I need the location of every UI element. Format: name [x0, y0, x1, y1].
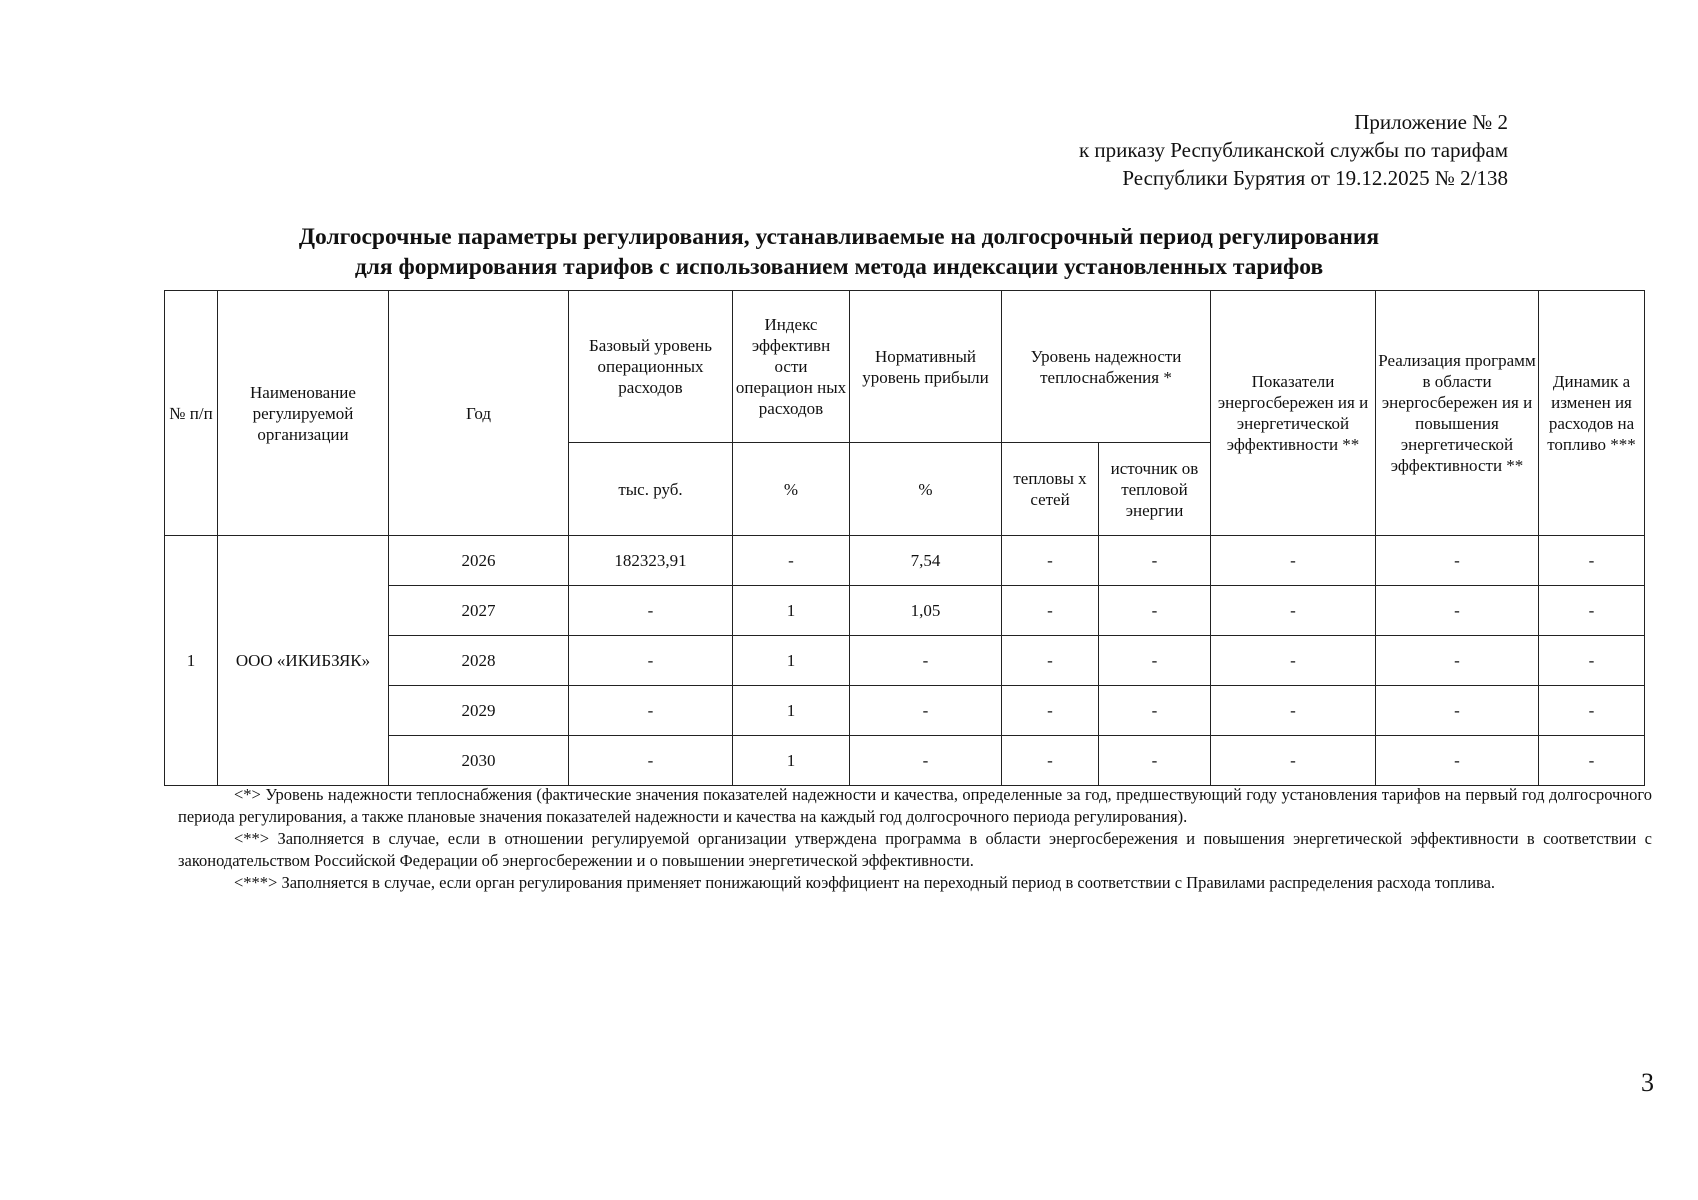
header-num: № п/п: [165, 291, 218, 536]
document-title: [260, 222, 1418, 282]
cell-networks: -: [1002, 586, 1099, 636]
cell-networks: -: [1002, 536, 1099, 586]
header-organization: Наименование регулируемой организации: [218, 291, 389, 536]
cell-year: 2026: [389, 536, 569, 586]
cell-profit: -: [850, 736, 1002, 786]
cell-fuel: -: [1539, 636, 1645, 686]
appendix-number: Приложение № 2: [1354, 110, 1508, 134]
cell-base: -: [569, 686, 733, 736]
cell-energy: -: [1211, 536, 1376, 586]
cell-base: -: [569, 636, 733, 686]
appendix-order-ref: к приказу Республиканской службы по тарифам: [1078, 138, 1508, 162]
header-base-level: Базовый уровень операционных расходов: [569, 291, 733, 443]
cell-sources: -: [1099, 536, 1211, 586]
cell-base: 182323,91: [569, 536, 733, 586]
unit-index: %: [733, 443, 850, 536]
footnote-fuel: <***> Заполняется в случае, если орган регулирования применяет понижающий коэффициент на переходный период в соответствии с Правилами распределения расхода топлива.: [234, 873, 1496, 892]
cell-programs: -: [1376, 686, 1539, 736]
cell-fuel: -: [1539, 686, 1645, 736]
footnote-energy-program: <**> Заполняется в случае, если в отношении регулируемой организации утверждена программа в области энергосбережения и повышения энергетической эффективности в соответствии с законодательством Российской Федерации об энергосбережении и о повышении энергетической эффективности.: [178, 829, 1652, 870]
cell-index: -: [733, 536, 850, 586]
subheader-heat-networks: тепловы х сетей: [1002, 443, 1099, 536]
cell-sources: -: [1099, 686, 1211, 736]
organization-name: ООО «ИКИБЗЯК»: [218, 536, 389, 786]
footnotes: [178, 784, 1652, 894]
cell-sources: -: [1099, 586, 1211, 636]
header-programs: Реализация программ в области энергосбережен ия и повышения энергетической эффективности **: [1376, 291, 1539, 536]
cell-fuel: -: [1539, 536, 1645, 586]
cell-networks: -: [1002, 736, 1099, 786]
header-fuel-dynamics: Динамик а изменен ия расходов на топливо ***: [1539, 291, 1645, 536]
header-year: Год: [389, 291, 569, 536]
cell-fuel: -: [1539, 736, 1645, 786]
title-line-1: Долгосрочные параметры регулирования, устанавливаемые на долгосрочный период регулирования: [298, 224, 1380, 250]
cell-index: 1: [733, 736, 850, 786]
header-row: [165, 291, 1645, 443]
header-efficiency-index: Индекс эффективн ости операцион ных расходов: [733, 291, 850, 443]
cell-energy: -: [1211, 686, 1376, 736]
cell-base: -: [569, 736, 733, 786]
cell-sources: -: [1099, 736, 1211, 786]
cell-year: 2029: [389, 686, 569, 736]
cell-energy: -: [1211, 586, 1376, 636]
cell-energy: -: [1211, 736, 1376, 786]
appendix-order-date: Республики Бурятия от 19.12.2025 № 2/138: [1122, 166, 1508, 190]
row-number: 1: [165, 536, 218, 786]
cell-profit: -: [850, 686, 1002, 736]
table-row: [165, 536, 1645, 586]
cell-profit: -: [850, 636, 1002, 686]
cell-programs: -: [1376, 736, 1539, 786]
cell-index: 1: [733, 586, 850, 636]
unit-profit: %: [850, 443, 1002, 536]
subheader-heat-sources: источник ов тепловой энергии: [1099, 443, 1211, 536]
header-energy-saving: Показатели энергосбережен ия и энергетической эффективности **: [1211, 291, 1376, 536]
cell-programs: -: [1376, 536, 1539, 586]
cell-year: 2027: [389, 586, 569, 636]
header-profit-level: Нормативный уровень прибыли: [850, 291, 1002, 443]
cell-year: 2030: [389, 736, 569, 786]
cell-year: 2028: [389, 636, 569, 686]
cell-fuel: -: [1539, 586, 1645, 636]
cell-base: -: [569, 586, 733, 636]
regulation-parameters-table: [164, 290, 1645, 786]
cell-programs: -: [1376, 636, 1539, 686]
title-line-2: для формирования тарифов с использованием метода индексации установленных тарифов: [354, 254, 1324, 280]
cell-profit: 7,54: [850, 536, 1002, 586]
header-reliability: Уровень надежности теплоснабжения *: [1002, 291, 1211, 443]
cell-profit: 1,05: [850, 586, 1002, 636]
cell-index: 1: [733, 636, 850, 686]
cell-networks: -: [1002, 686, 1099, 736]
appendix-header: [1079, 108, 1508, 192]
unit-base: тыс. руб.: [569, 443, 733, 536]
cell-energy: -: [1211, 636, 1376, 686]
page-number: 3: [1641, 1068, 1654, 1097]
cell-programs: -: [1376, 586, 1539, 636]
cell-networks: -: [1002, 636, 1099, 686]
cell-sources: -: [1099, 636, 1211, 686]
cell-index: 1: [733, 686, 850, 736]
footnote-reliability: <*> Уровень надежности теплоснабжения (фактические значения показателей надежности и качества, определенные за год, предшествующий году установления тарифов на первый год долгосрочного периода регулирования, а также плановые значения показателей надежности и качества на каждый год долгосрочного периода регулирования).: [178, 785, 1652, 826]
